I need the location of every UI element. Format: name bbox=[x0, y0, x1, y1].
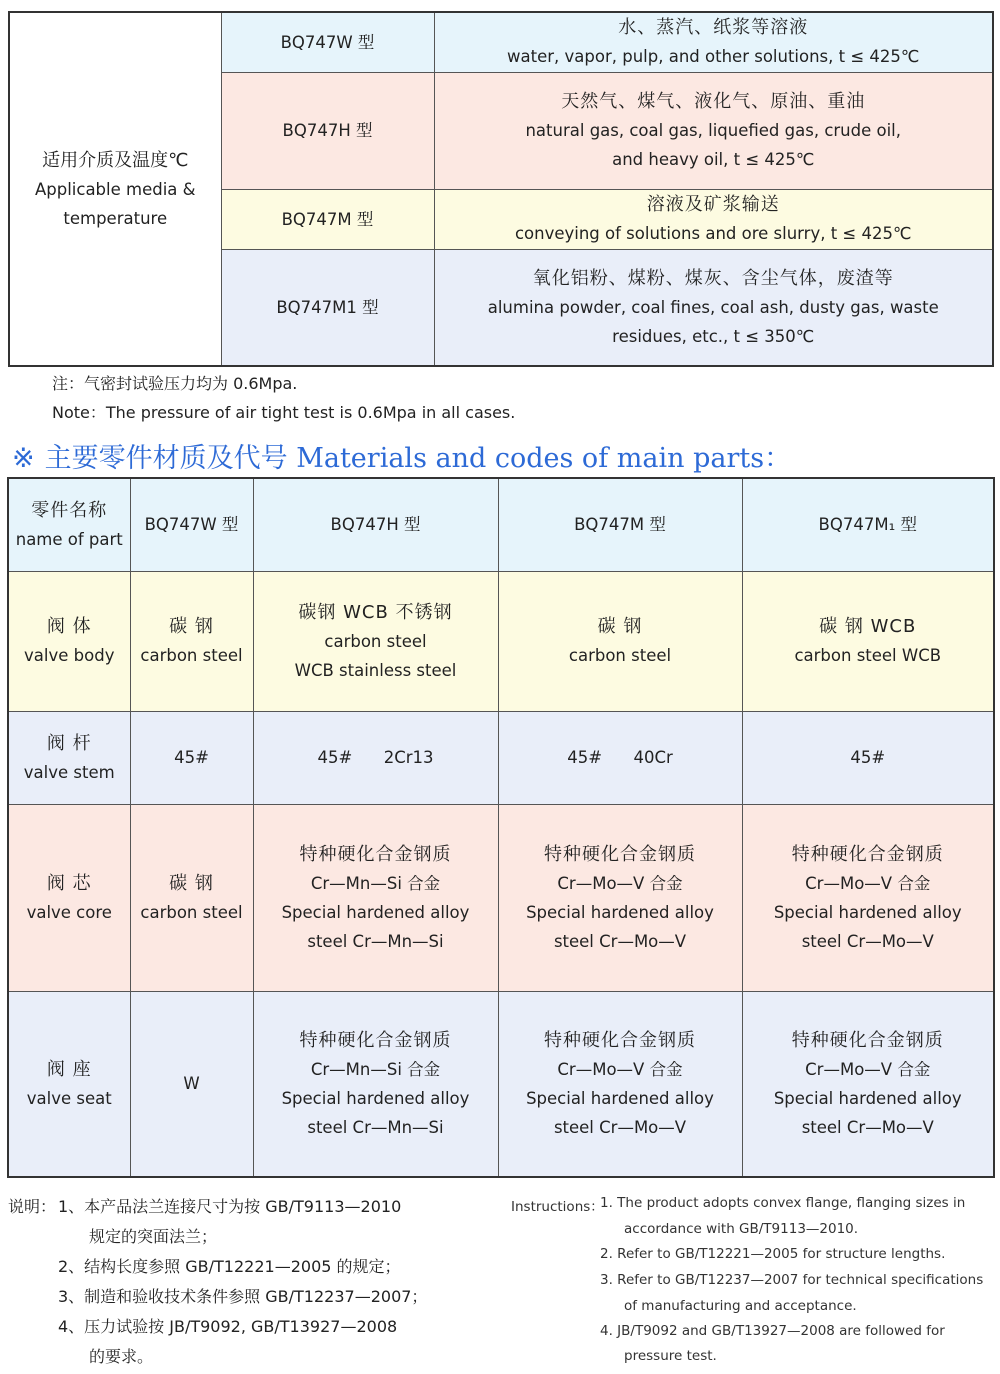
header-part-name: 零件名称 name of part bbox=[8, 478, 130, 571]
cell-stem-m: 45# 40Cr bbox=[498, 711, 742, 804]
header-model-m: BQ747M 型 bbox=[498, 478, 742, 571]
instructions-en-line: pressure test. bbox=[624, 1348, 717, 1364]
media-desc-m1: 氧化铝粉、煤粉、煤灰、含尘气体，废渣等 alumina powder, coal fines, coal ash, dusty gas, waste residues, etc., t ≤ 350℃ bbox=[434, 249, 993, 366]
instructions-zh-line: 4、压力试验按 JB/T9092, GB/T13927—2008 bbox=[58, 1317, 398, 1336]
media-row-header: 适用介质及温度℃ Applicable media & temperature bbox=[9, 12, 221, 366]
cell-core-w: 碳 钢 carbon steel bbox=[130, 804, 253, 991]
materials-table bbox=[7, 477, 995, 1178]
cell-body-w: 碳 钢 carbon steel bbox=[130, 571, 253, 711]
table-row bbox=[8, 571, 994, 711]
instructions-zh-line: 的要求。 bbox=[89, 1347, 154, 1366]
part-valve-seat: 阀 座 valve seat bbox=[8, 991, 130, 1177]
part-valve-body: 阀 体 valve body bbox=[8, 571, 130, 711]
section-heading-zh: 主要零件材质及代号 bbox=[44, 443, 288, 474]
media-desc-w: 水、蒸汽、纸浆等溶液 water, vapor, pulp, and other solutions, t ≤ 425℃ bbox=[434, 12, 993, 72]
instructions-zh-line: 2、结构长度参照 GB/T12221—2005 的规定； bbox=[58, 1257, 401, 1276]
section-heading-en: Materials and codes of main parts： bbox=[296, 443, 792, 474]
cell-body-h: 碳钢 WCB 不锈钢 carbon steel WCB stainless steel bbox=[253, 571, 498, 711]
header-model-h: BQ747H 型 bbox=[253, 478, 498, 571]
cell-seat-m: 特种硬化合金钢质 Cr—Mo—V 合金 Special hardened alloy steel Cr—Mo—V bbox=[498, 991, 742, 1177]
section-heading bbox=[12, 436, 791, 475]
instructions-zh-line: 规定的突面法兰； bbox=[89, 1227, 218, 1246]
instructions-en-line: 2. Refer to GB/T12221—2005 for structure lengths. bbox=[600, 1246, 946, 1262]
cell-body-m1: 碳 钢 WCB carbon steel WCB bbox=[742, 571, 994, 711]
table-row bbox=[8, 804, 994, 991]
instructions-zh-line: 3、制造和验收技术条件参照 GB/T12237—2007； bbox=[58, 1287, 428, 1306]
media-model-m1: BQ747M1 型 bbox=[221, 249, 434, 366]
cell-body-m: 碳 钢 carbon steel bbox=[498, 571, 742, 711]
instructions-zh-label: 说明： bbox=[8, 1197, 57, 1216]
instructions-en-label: Instructions： bbox=[511, 1199, 604, 1215]
media-model-m: BQ747M 型 bbox=[221, 189, 434, 249]
cell-stem-m1: 45# bbox=[742, 711, 994, 804]
cell-core-m1: 特种硬化合金钢质 Cr—Mo—V 合金 Special hardened alloy steel Cr—Mo—V bbox=[742, 804, 994, 991]
media-temperature-table bbox=[8, 11, 994, 367]
cell-seat-w: W bbox=[130, 991, 253, 1177]
table-row bbox=[8, 991, 994, 1177]
part-valve-core: 阀 芯 valve core bbox=[8, 804, 130, 991]
cell-seat-h: 特种硬化合金钢质 Cr—Mn—Si 合金 Special hardened alloy steel Cr—Mn—Si bbox=[253, 991, 498, 1177]
header-model-w: BQ747W 型 bbox=[130, 478, 253, 571]
instructions-en-line: 4. JB/T9092 and GB/T13927—2008 are followed for bbox=[600, 1323, 945, 1339]
cell-stem-w: 45# bbox=[130, 711, 253, 804]
instructions-en-line: 3. Refer to GB/T12237—2007 for technical specifications bbox=[600, 1272, 984, 1288]
note-zh: 注：气密封试验压力均为 0.6Mpa. bbox=[52, 374, 298, 393]
media-desc-m: 溶液及矿浆输送 conveying of solutions and ore slurry, t ≤ 425℃ bbox=[434, 189, 993, 249]
cell-stem-h: 45# 2Cr13 bbox=[253, 711, 498, 804]
media-model-w: BQ747W 型 bbox=[221, 12, 434, 72]
part-valve-stem: 阀 杆 valve stem bbox=[8, 711, 130, 804]
instructions-en-line: 1. The product adopts convex flange, flanging sizes in bbox=[600, 1195, 966, 1211]
instructions-zh-line: 1、本产品法兰连接尺寸为按 GB/T9113—2010 bbox=[58, 1197, 402, 1216]
media-desc-h: 天然气、煤气、液化气、原油、重油 natural gas, coal gas, liquefied gas, crude oil, and heavy oil, t ≤ 425℃ bbox=[434, 72, 993, 189]
asterism-icon: ※ bbox=[12, 443, 35, 474]
cell-core-m: 特种硬化合金钢质 Cr—Mo—V 合金 Special hardened alloy steel Cr—Mo—V bbox=[498, 804, 742, 991]
note-en: Note：The pressure of air tight test is 0.6Mpa in all cases. bbox=[52, 403, 516, 422]
materials-header-row bbox=[8, 478, 994, 571]
media-model-h: BQ747H 型 bbox=[221, 72, 434, 189]
table-row bbox=[8, 711, 994, 804]
cell-seat-m1: 特种硬化合金钢质 Cr—Mo—V 合金 Special hardened alloy steel Cr—Mo—V bbox=[742, 991, 994, 1177]
header-model-m1: BQ747M₁ 型 bbox=[742, 478, 994, 571]
instructions-en-line: of manufacturing and acceptance. bbox=[624, 1298, 857, 1314]
instructions-en-line: accordance with GB/T9113—2010. bbox=[624, 1221, 859, 1237]
cell-core-h: 特种硬化合金钢质 Cr—Mn—Si 合金 Special hardened alloy steel Cr—Mn—Si bbox=[253, 804, 498, 991]
